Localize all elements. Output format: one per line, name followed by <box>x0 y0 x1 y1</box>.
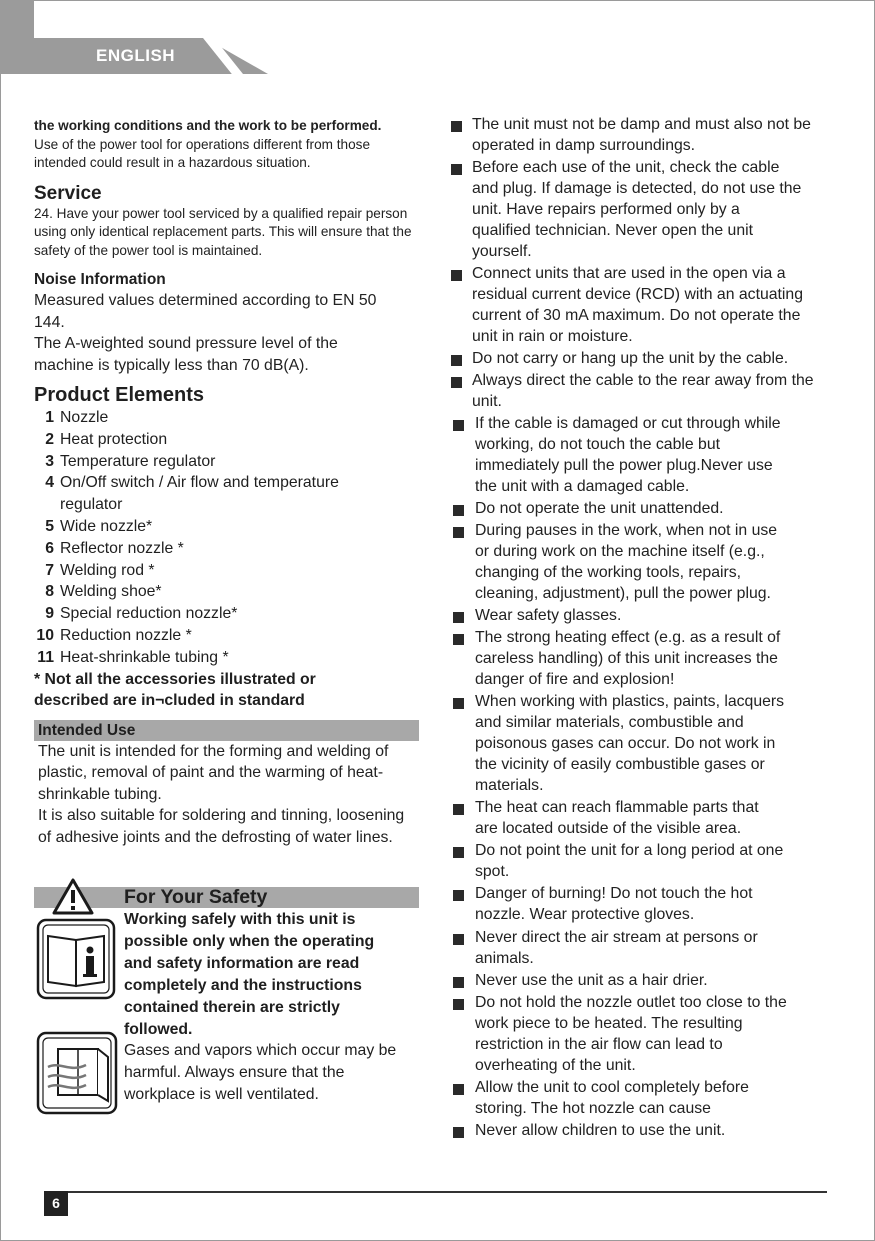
list-item: 11 Heat-shrinkable tubing * <box>37 648 229 666</box>
intended-use-paragraph-1: The unit is intended for the forming and welding of plastic, removal of paint and the warming of heat-shrinkable tubing. <box>38 742 389 803</box>
list-item: Do not hold the nozzle outlet too close to the work piece to be heated. The resulting restriction in the air flow can lead to overheating of the unit. <box>448 993 795 1077</box>
list-item: 2 Heat protection <box>45 430 168 448</box>
list-item: 9 Special reduction nozzle* <box>45 605 238 623</box>
language-label: ENGLISH <box>96 46 176 65</box>
left-column <box>34 117 424 848</box>
list-item: 7 Welding rod * <box>45 561 155 579</box>
list-item: If the cable is damaged or cut through while working, do not touch the cable but immediately pull the power plug.Never use the unit with a damaged cable. <box>448 414 787 498</box>
list-item: Danger of burning! Do not touch the hot nozzle. Wear protective gloves. <box>448 884 800 926</box>
list-item: 4 On/Off switch / Air flow and temperature regulator <box>45 474 339 514</box>
service-text: 24. Have your power tool serviced by a qualified repair person using only identical replacement parts. This will ensure that the safety of the power tool is maintained. <box>34 205 412 258</box>
list-item: The strong heating effect (e.g. as a result of careless handling) of this unit increases the danger of fire and explosion! <box>448 628 795 691</box>
noise-paragraph-1: Measured values determined according to EN 50 144. <box>34 292 377 331</box>
page-number: 6 <box>44 1191 68 1216</box>
intended-use-heading: Intended Use <box>34 720 419 741</box>
list-item: 5 Wide nozzle* <box>45 517 153 535</box>
list-item: Do not carry or hang up the unit by the cable. <box>448 349 820 370</box>
ventilation-icon <box>36 1031 118 1115</box>
safety-heading: For Your Safety <box>124 886 268 908</box>
list-item: Connect units that are used in the open via a residual current device (RCD) with an actuating current of 30 mA maximum. Do not operate the unit in rain or moisture. <box>448 264 820 348</box>
list-item: Never direct the air stream at persons or animals. <box>448 928 785 970</box>
list-item: 8 Welding shoe* <box>45 583 162 601</box>
noise-heading: Noise Information <box>34 271 166 288</box>
list-item: Always direct the cable to the rear away from the unit. <box>448 371 820 413</box>
noise-paragraph-2: The A-weighted sound pressure level of the machine is typically less than 70 dB(A). <box>34 335 338 374</box>
list-item: 6 Reflector nozzle * <box>45 539 184 557</box>
header-tab-block <box>0 0 34 74</box>
list-item: During pauses in the work, when not in use or during work on the machine itself (e.g., changing of the working tools, repairs, cleaning, adjustment), pull the power plug. <box>448 521 780 605</box>
right-column <box>448 115 820 1143</box>
safety-instructions-bold: Working safely with this unit is possible only when the operating and safety information are read completely and the instructions contained therein are strictly followed. <box>124 911 375 1038</box>
list-item: Never allow children to use the unit. <box>448 1121 820 1142</box>
list-item: Do not operate the unit unattended. <box>448 499 820 520</box>
safety-text-block <box>124 909 424 1106</box>
list-item: The unit must not be damp and must also not be operated in damp surroundings. <box>448 115 820 157</box>
list-item: 3 Temperature regulator <box>45 452 216 470</box>
safety-ventilation-text: Gases and vapors which occur may be harmful. Always ensure that the workplace is well ventilated. <box>124 1042 397 1104</box>
list-item: 10 Reduction nozzle * <box>36 626 192 644</box>
intro-text: Use of the power tool for operations different from those intended could result in a hazardous situation. <box>34 136 371 170</box>
list-item: Do not point the unit for a long period at one spot. <box>448 841 785 883</box>
list-item: Before each use of the unit, check the cable and plug. If damage is detected, do not use the unit. Have repairs performed only by a qualified technician. Never open the unit yourself. <box>448 158 802 263</box>
intended-use-paragraph-2: It is also suitable for soldering and tinning, loosening of adhesive joints and the defrosting of water lines. <box>38 807 405 846</box>
product-elements-list <box>34 407 424 669</box>
product-elements-heading: Product Elements <box>34 384 205 406</box>
list-item: Wear safety glasses. <box>448 606 820 627</box>
intro-bold-text: the working conditions and the work to be performed. <box>34 118 382 133</box>
list-item: Allow the unit to cool completely before storing. The hot nozzle can cause <box>448 1078 795 1120</box>
accessory-note: * Not all the accessories illustrated or described are in¬cluded in standard <box>34 670 316 710</box>
service-heading: Service <box>34 182 102 204</box>
list-item: The heat can reach flammable parts that are located outside of the visible area. <box>448 798 785 840</box>
list-item: 1 Nozzle <box>45 409 109 426</box>
warning-triangle-icon <box>52 878 94 916</box>
list-item: When working with plastics, paints, lacquers and similar materials, combustible and poisonous gases can occur. Do not work in the vicinity of easily combustible gases or materials. <box>448 692 793 797</box>
safety-bullet-list <box>448 115 820 1142</box>
footer-rule <box>44 1191 827 1193</box>
list-item: Never use the unit as a hair drier. <box>448 971 820 992</box>
read-manual-icon <box>36 918 116 1000</box>
